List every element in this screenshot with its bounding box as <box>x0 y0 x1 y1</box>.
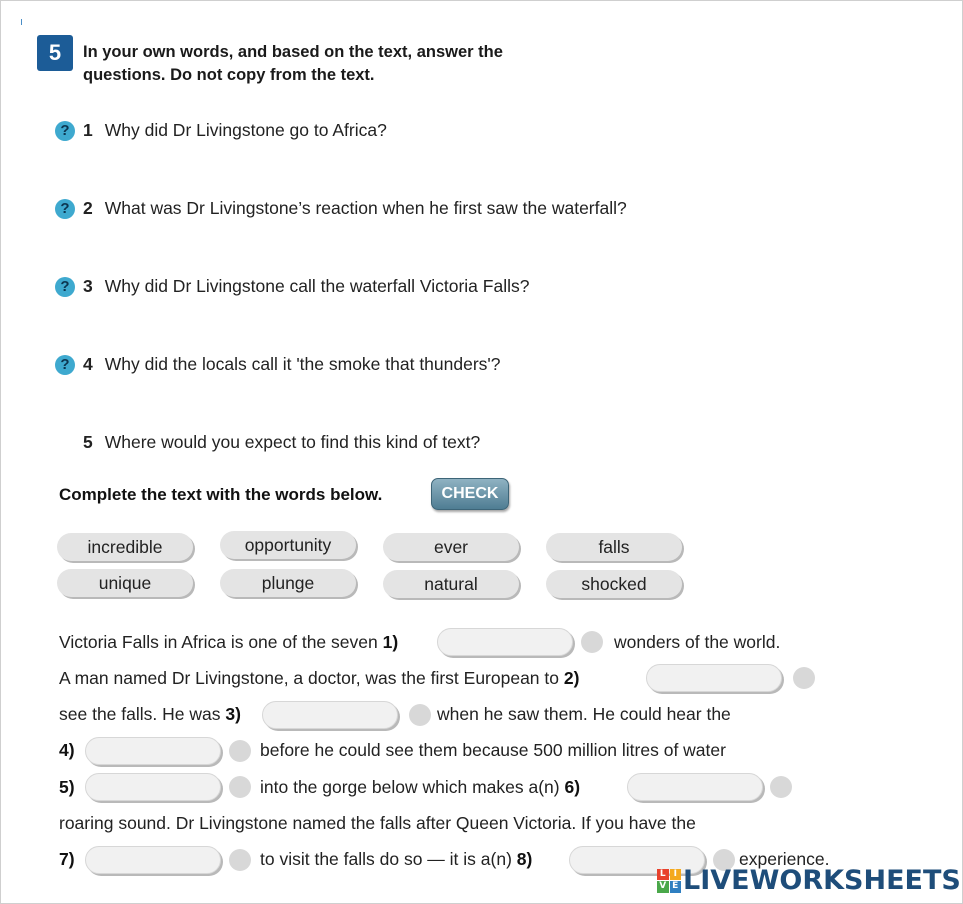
text-fragment: experience. <box>739 849 830 869</box>
gap-number: 6) <box>564 777 581 797</box>
text-line-2 <box>59 668 579 689</box>
exercise-instruction <box>83 41 563 87</box>
question-help-icon[interactable]: ? <box>55 277 75 297</box>
answer-status-5 <box>229 776 251 798</box>
answer-field-5[interactable] <box>85 773 221 801</box>
question-number: 5 <box>83 432 93 452</box>
logo-letter: L <box>657 869 669 881</box>
question-5 <box>83 432 480 453</box>
gap-number: 8) <box>516 849 533 869</box>
text-line-7 <box>59 849 75 870</box>
word-chip[interactable]: shocked <box>546 570 682 598</box>
answer-status-2 <box>793 667 815 689</box>
gap-number: 4) <box>59 740 75 760</box>
answer-status-4 <box>229 740 251 762</box>
question-text: Why did Dr Livingstone call the waterfall Victoria Falls? <box>104 276 530 296</box>
word-chip[interactable]: plunge <box>220 569 356 597</box>
text-fragment: wonders of the world. <box>614 632 781 652</box>
word-chip[interactable]: falls <box>546 533 682 561</box>
text-fragment: when he saw them. He could hear the <box>437 704 731 724</box>
question-number: 1 <box>83 120 93 140</box>
text-line-3 <box>59 704 241 725</box>
question-help-icon[interactable]: ? <box>55 121 75 141</box>
answer-status-6 <box>770 776 792 798</box>
text-fragment: into the gorge below which makes a(n) <box>260 777 560 797</box>
question-text: What was Dr Livingstone’s reaction when he first saw the waterfall? <box>104 198 627 218</box>
question-2 <box>55 198 627 219</box>
liveworksheets-logo-icon <box>657 869 681 893</box>
question-text: Why did Dr Livingstone go to Africa? <box>104 120 387 140</box>
text-fragment: before he could see them because 500 million litres of water <box>260 740 726 760</box>
word-chip[interactable]: opportunity <box>220 531 356 559</box>
text-line-5-cont <box>260 777 580 798</box>
text-fragment: to visit the falls do so — it is a(n) <box>260 849 512 869</box>
text-fragment: see the falls. He was <box>59 704 221 724</box>
answer-status-1 <box>581 631 603 653</box>
exercise-number-badge: 5 <box>37 35 73 71</box>
logo-letter: V <box>657 881 669 893</box>
question-text: Why did the locals call it 'the smoke that thunders'? <box>104 354 501 374</box>
page-marker <box>21 19 22 25</box>
text-line-6: roaring sound. Dr Livingstone named the falls after Queen Victoria. If you have the <box>59 813 696 833</box>
question-number: 4 <box>83 354 93 374</box>
instruction-line-1: In your own words, and based on the text, answer the <box>83 43 503 61</box>
question-number: 3 <box>83 276 93 296</box>
text-line-5 <box>59 777 75 798</box>
liveworksheets-logo <box>657 865 961 896</box>
logo-letter: I <box>670 869 682 881</box>
gap-number: 2) <box>563 668 580 688</box>
text-line-7-cont <box>260 849 532 870</box>
logo-text: LIVEWORKSHEETS <box>683 865 961 896</box>
answer-status-3 <box>409 704 431 726</box>
question-number: 2 <box>83 198 93 218</box>
answer-status-7 <box>229 849 251 871</box>
answer-field-3[interactable] <box>262 701 398 729</box>
gap-number: 1) <box>382 632 399 652</box>
question-help-icon[interactable]: ? <box>55 199 75 219</box>
gap-number: 5) <box>59 777 75 797</box>
word-chip[interactable]: ever <box>383 533 519 561</box>
question-3 <box>55 276 529 297</box>
gap-number: 7) <box>59 849 75 869</box>
check-button[interactable]: CHECK <box>431 478 509 510</box>
answer-field-6[interactable] <box>627 773 763 801</box>
question-text: Where would you expect to find this kind of text? <box>104 432 481 452</box>
completion-heading: Complete the text with the words below. <box>59 485 383 504</box>
text-line-4 <box>59 740 75 761</box>
question-4 <box>55 354 501 375</box>
text-fragment: A man named Dr Livingstone, a doctor, was the first European to <box>59 668 559 688</box>
answer-field-7[interactable] <box>85 846 221 874</box>
question-1 <box>55 120 387 141</box>
logo-letter: E <box>670 881 682 893</box>
text-fragment: Victoria Falls in Africa is one of the seven <box>59 632 378 652</box>
instruction-line-2: questions. Do not copy from the text. <box>83 66 375 84</box>
answer-field-2[interactable] <box>646 664 782 692</box>
question-help-icon[interactable]: ? <box>55 355 75 375</box>
word-chip[interactable]: unique <box>57 569 193 597</box>
word-chip[interactable]: incredible <box>57 533 193 561</box>
text-line-1 <box>59 632 398 653</box>
word-chip[interactable]: natural <box>383 570 519 598</box>
gap-number: 3) <box>225 704 241 724</box>
answer-field-1[interactable] <box>437 628 573 656</box>
answer-field-4[interactable] <box>85 737 221 765</box>
